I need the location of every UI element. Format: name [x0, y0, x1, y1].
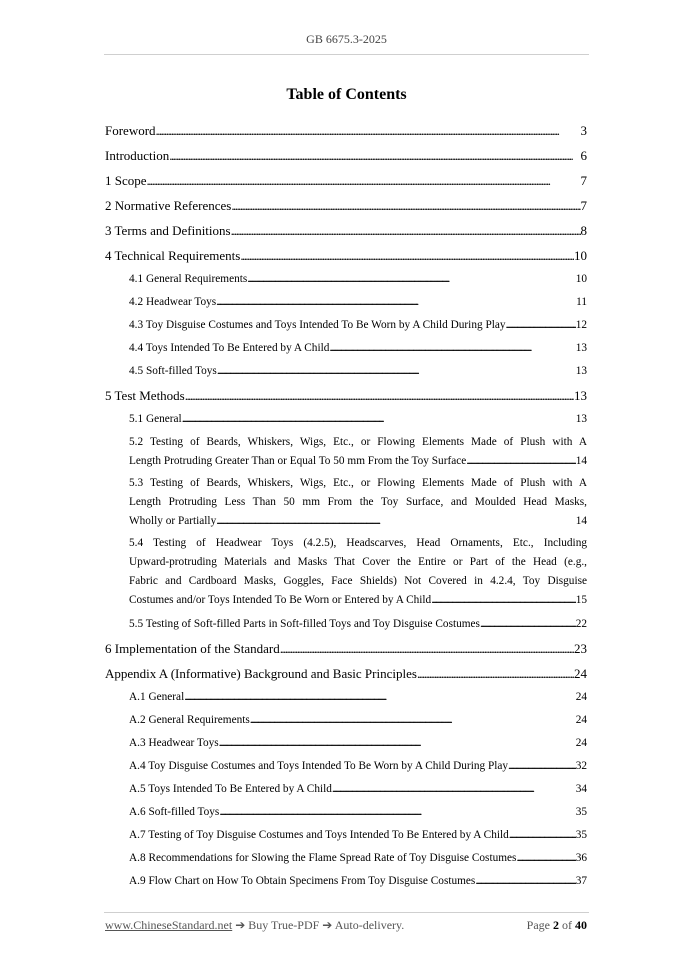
- table-of-contents: [105, 118, 587, 893]
- toc-entry[interactable]: [105, 433, 587, 471]
- dot-leader: [480, 613, 576, 636]
- dot-leader: [216, 291, 576, 314]
- dot-leader: [250, 709, 576, 732]
- dot-leader: [169, 143, 580, 168]
- dot-leader: [219, 732, 576, 755]
- toc-entry[interactable]: [105, 534, 587, 610]
- dot-leader: [417, 661, 574, 686]
- toc-entry-page: 7: [580, 198, 587, 213]
- page-number: [527, 918, 587, 933]
- toc-entry-line: [129, 512, 587, 531]
- toc-entry-line: [129, 452, 587, 471]
- toc-entry[interactable]: [105, 193, 587, 218]
- toc-entry-page: 13: [574, 388, 587, 403]
- toc-entry-page: 13: [575, 413, 587, 425]
- footer-divider: [104, 912, 589, 913]
- site-link[interactable]: www.ChineseStandard.net: [105, 918, 233, 932]
- dot-leader: [466, 452, 575, 471]
- dot-leader: [247, 268, 575, 291]
- dot-leader: [147, 168, 581, 193]
- page-footer: [105, 918, 587, 933]
- toc-entry[interactable]: [105, 243, 587, 268]
- toc-entry-page: 32: [575, 760, 587, 772]
- toc-entry[interactable]: [105, 709, 587, 732]
- toc-entry-page: 10: [574, 248, 587, 263]
- header-divider: [104, 54, 589, 55]
- toc-entry-page: 37: [575, 875, 587, 887]
- dot-leader: [219, 801, 575, 824]
- toc-entry[interactable]: [105, 824, 587, 847]
- toc-entry-page: 12: [575, 319, 587, 331]
- toc-entry-page: 3: [580, 123, 587, 138]
- dot-leader: [506, 314, 576, 337]
- toc-entry[interactable]: [105, 801, 587, 824]
- toc-entry[interactable]: [105, 408, 587, 431]
- toc-entry-label: A.7 Testing of Toy Disguise Costumes and Toys Intended To Be Entered by A Child: [129, 829, 509, 841]
- toc-entry-label: A.9 Flow Chart on How To Obtain Specimens From Toy Disguise Costumes: [129, 875, 476, 887]
- toc-entry-label: A.1 General: [129, 691, 185, 703]
- dot-leader: [431, 591, 576, 610]
- toc-entry-label: Introduction: [105, 148, 170, 163]
- toc-entry[interactable]: [105, 870, 587, 893]
- toc-entry-label: 4.4 Toys Intended To Be Entered by A Child: [129, 342, 330, 354]
- dot-leader: [329, 337, 575, 360]
- of-word: of: [562, 918, 572, 932]
- toc-entry-page: 22: [575, 618, 587, 630]
- toc-entry-page: 8: [580, 223, 587, 238]
- toc-entry-line: Fabric and Cardboard Masks, Goggles, Face Shields) Not Covered in 4.2.4, Toy Disguise: [129, 575, 587, 587]
- toc-entry-label: Foreword: [105, 123, 156, 138]
- toc-entry[interactable]: [105, 847, 587, 870]
- toc-entry[interactable]: [105, 755, 587, 778]
- toc-entry-page: 35: [575, 829, 587, 841]
- toc-entry[interactable]: [105, 474, 587, 531]
- dot-leader: [280, 636, 574, 661]
- toc-entry-label: 6 Implementation of the Standard: [105, 641, 280, 656]
- toc-entry-page: 24: [575, 737, 587, 749]
- toc-entry-line: 5.4 Testing of Headwear Toys (4.2.5), Headscarves, Head Ornaments, Etc., Including: [129, 537, 587, 549]
- toc-entry[interactable]: [105, 732, 587, 755]
- toc-entry-label: 5.5 Testing of Soft-filled Parts in Soft-filled Toys and Toy Disguise Costumes: [129, 618, 480, 630]
- page-word: Page: [526, 918, 550, 932]
- toc-entry-label: A.4 Toy Disguise Costumes and Toys Intended To Be Worn by A Child During Play: [129, 760, 509, 772]
- toc-entry-label: Appendix A (Informative) Background and Basic Principles: [105, 666, 417, 681]
- running-header: GB 6675.3-2025: [306, 32, 387, 46]
- toc-entry-label: A.3 Headwear Toys: [129, 737, 219, 749]
- toc-entry-label: 2 Normative References: [105, 198, 232, 213]
- toc-entry-label: 3 Terms and Definitions: [105, 223, 231, 238]
- toc-entry-page: 15: [575, 594, 587, 606]
- dot-leader: [508, 755, 576, 778]
- dot-leader: [475, 870, 575, 893]
- page-title: Table of Contents: [286, 86, 407, 103]
- toc-entry-page: 13: [575, 342, 587, 354]
- toc-entry-line: 5.3 Testing of Beards, Whiskers, Wigs, Etc., or Flowing Elements Made of Plush with A: [129, 477, 587, 489]
- toc-entry-label: 4.2 Headwear Toys: [129, 296, 217, 308]
- toc-entry-label: A.5 Toys Intended To Be Entered by A Child: [129, 783, 332, 795]
- toc-entry-line: 5.2 Testing of Beards, Whiskers, Wigs, Etc., or Flowing Elements Made of Plush with A: [129, 436, 587, 448]
- toc-entry-page: 11: [576, 296, 587, 308]
- dot-leader: [182, 408, 576, 431]
- toc-entry-page: 14: [575, 515, 587, 527]
- toc-entry-label: 5 Test Methods: [105, 388, 185, 403]
- dot-leader: [516, 847, 575, 870]
- toc-entry-label: Wholly or Partially: [129, 515, 217, 527]
- toc-entry-page: 23: [574, 641, 587, 656]
- toc-entry-label: 4 Technical Requirements: [105, 248, 241, 263]
- auto-delivery-text: Auto-delivery.: [334, 918, 405, 932]
- dot-leader: [217, 360, 576, 383]
- toc-entry-line: Length Protruding Less Than 50 mm From the Toy Surface, and Moulded Head Masks,: [129, 496, 587, 508]
- toc-entry-page: 10: [575, 273, 587, 285]
- toc-entry-page: 36: [575, 852, 587, 864]
- toc-entry-label: 4.1 General Requirements: [129, 273, 248, 285]
- toc-entry[interactable]: [105, 218, 587, 243]
- toc-entry[interactable]: [105, 360, 587, 383]
- buy-pdf-text: Buy True-PDF: [248, 918, 320, 932]
- page-current: 2: [553, 918, 559, 932]
- toc-entry-page: 24: [575, 691, 587, 703]
- toc-entry-label: 5.1 General: [129, 413, 182, 425]
- toc-entry-label: Costumes and/or Toys Intended To Be Worn or Entered by A Child: [129, 594, 432, 606]
- toc-entry[interactable]: [105, 118, 587, 143]
- toc-entry-page: 24: [575, 714, 587, 726]
- dot-leader: [184, 686, 575, 709]
- toc-entry-page: 34: [575, 783, 587, 795]
- toc-entry-label: A.6 Soft-filled Toys: [129, 806, 220, 818]
- toc-entry[interactable]: [105, 314, 587, 337]
- toc-entry-page: 24: [574, 666, 587, 681]
- dot-leader: [231, 193, 580, 218]
- toc-entry-line: Upward-protruding Materials and Masks That Cover the Entire or Part of the Head (e.g.,: [129, 556, 587, 568]
- toc-entry-label: 4.5 Soft-filled Toys: [129, 365, 217, 377]
- footer-left: [105, 918, 404, 933]
- toc-entry-page: 7: [580, 173, 587, 188]
- toc-entry-page: 35: [575, 806, 587, 818]
- toc-entry-label: A.2 General Requirements: [129, 714, 250, 726]
- dot-leader: [231, 218, 581, 243]
- toc-entry-label: 1 Scope: [105, 173, 147, 188]
- toc-entry-label: Length Protruding Greater Than or Equal To 50 mm From the Toy Surface: [129, 455, 467, 467]
- arrow-right-icon: ➔: [235, 918, 246, 932]
- toc-entry-page: 14: [575, 455, 587, 467]
- page-total: 40: [575, 918, 587, 932]
- toc-entry[interactable]: [105, 636, 587, 661]
- toc-entry[interactable]: [105, 661, 587, 686]
- dot-leader: [240, 243, 574, 268]
- toc-entry[interactable]: [105, 143, 587, 168]
- toc-entry-label: A.8 Recommendations for Slowing the Flame Spread Rate of Toy Disguise Costumes: [129, 852, 517, 864]
- toc-entry[interactable]: [105, 686, 587, 709]
- toc-entry[interactable]: [105, 268, 587, 291]
- dot-leader: [185, 383, 574, 408]
- toc-entry-label: 4.3 Toy Disguise Costumes and Toys Intended To Be Worn by A Child During Play: [129, 319, 506, 331]
- dot-leader: [156, 118, 581, 143]
- dot-leader: [216, 512, 575, 531]
- toc-entry-page: 6: [580, 148, 587, 163]
- toc-entry[interactable]: [105, 168, 587, 193]
- arrow-right-icon: ➔: [322, 918, 333, 932]
- toc-entry[interactable]: [105, 613, 587, 636]
- toc-entry[interactable]: [105, 337, 587, 360]
- toc-entry[interactable]: [105, 291, 587, 314]
- toc-entry[interactable]: [105, 383, 587, 408]
- toc-entry-page: 13: [575, 365, 587, 377]
- dot-leader: [509, 824, 576, 847]
- dot-leader: [332, 778, 576, 801]
- toc-entry[interactable]: [105, 778, 587, 801]
- toc-entry-line: [129, 591, 587, 610]
